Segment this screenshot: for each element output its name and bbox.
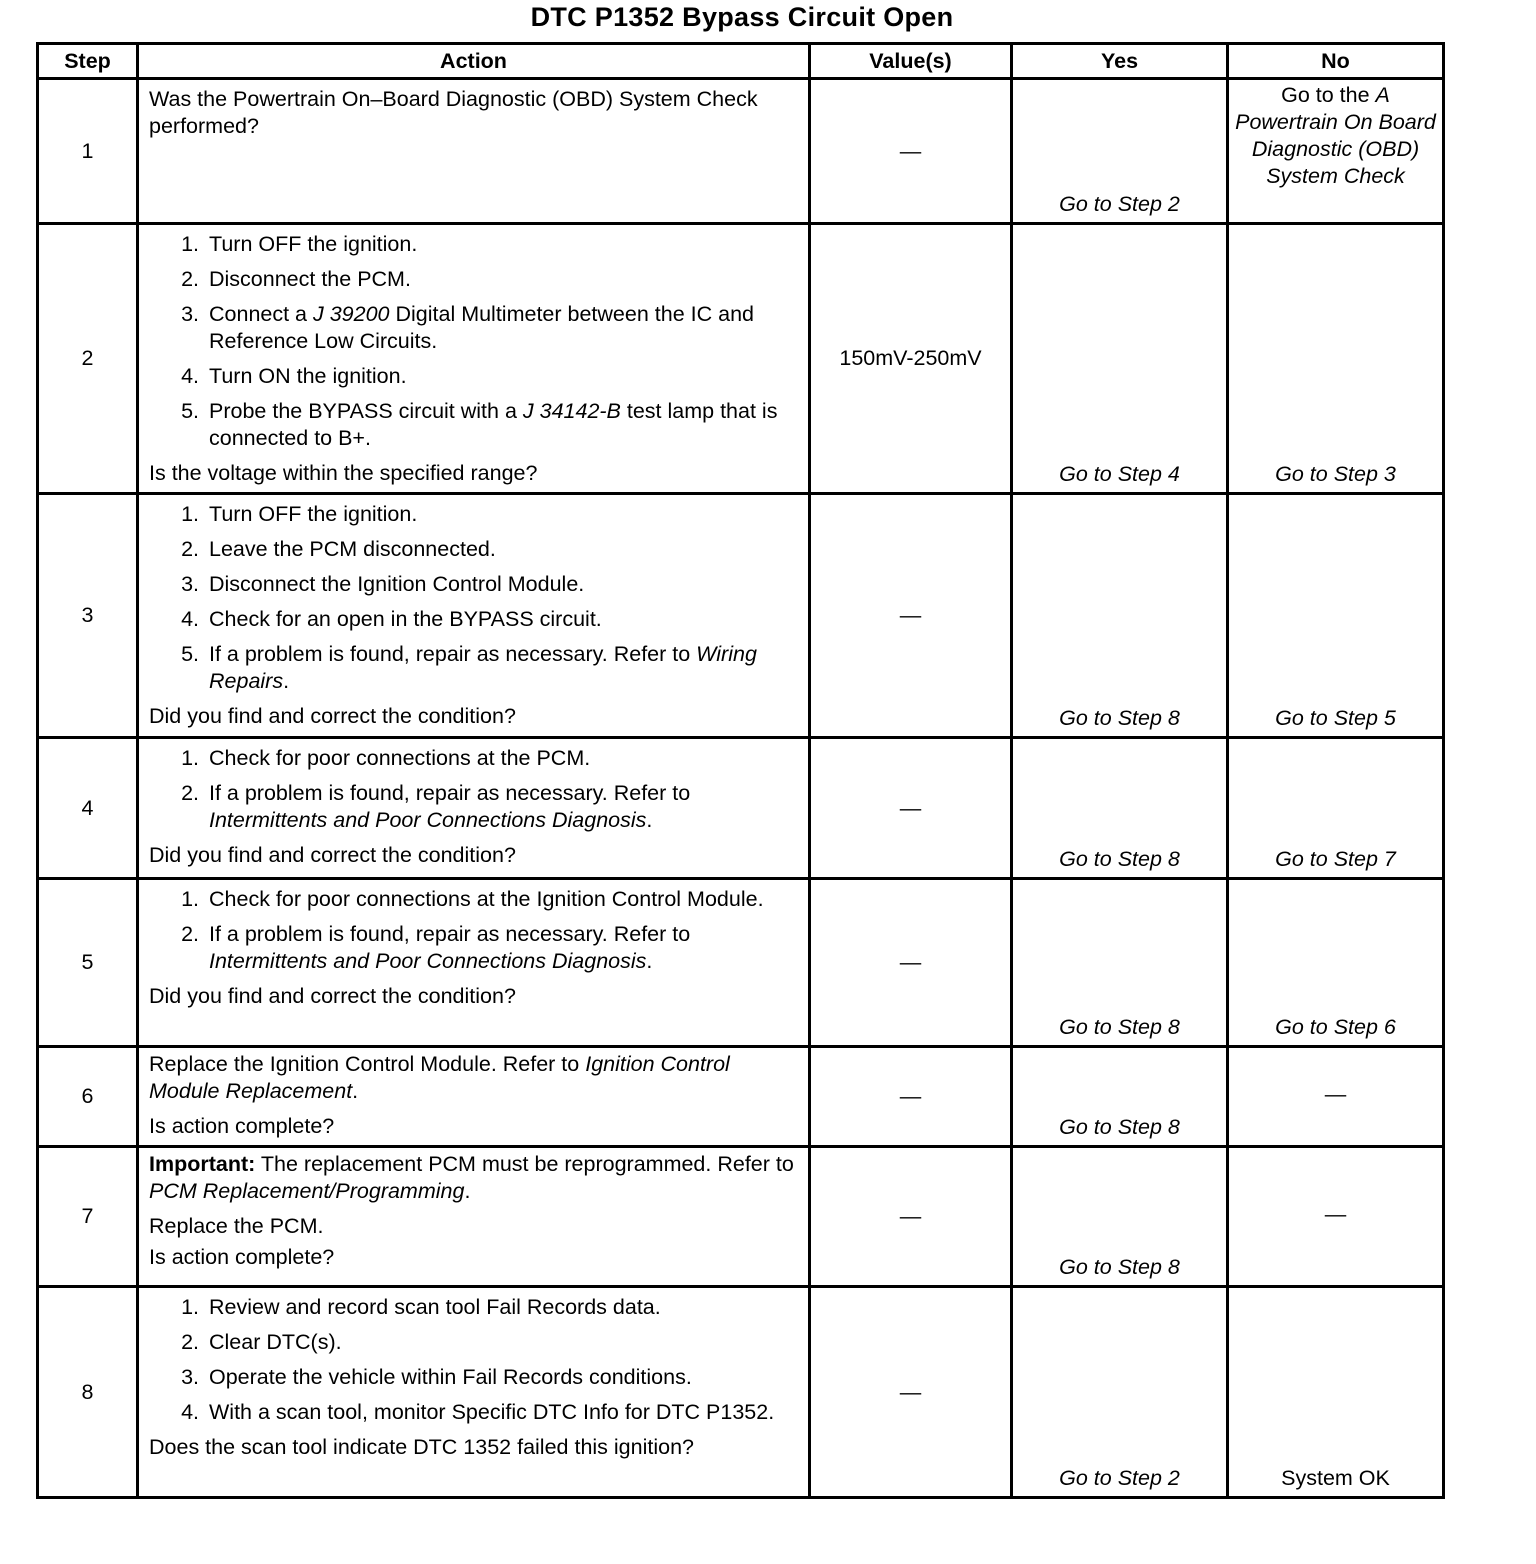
no-cell: Go to Step 5 [1228, 494, 1444, 738]
no-cell: Go to Step 3 [1228, 224, 1444, 494]
value-cell: — [810, 879, 1012, 1047]
action-question: Is the voltage within the specified range? [149, 461, 538, 485]
header-row [38, 44, 1444, 79]
action-question: Does the scan tool indicate DTC 1352 failed this ignition? [149, 1435, 694, 1459]
no-cell: Go to Step 7 [1228, 738, 1444, 879]
action-cell [138, 879, 810, 1047]
table-row [38, 1147, 1444, 1287]
action-question: Is action complete? [149, 1245, 335, 1269]
text-part: The replacement PCM must be reprogrammed. Refer to [255, 1152, 794, 1176]
header-no: No [1228, 44, 1444, 79]
list-item: 2. Leave the PCM disconnected. [205, 536, 800, 563]
step-number: 1 [38, 79, 138, 224]
action-list [149, 745, 800, 834]
list-item [205, 398, 800, 452]
list-item: 1. Turn OFF the ignition. [205, 501, 800, 528]
no-cell: — [1228, 1047, 1444, 1147]
text-part: If a problem is found, repair as necessary. Refer to [209, 642, 697, 666]
yes-cell: Go to Step 8 [1012, 879, 1228, 1047]
yes-cell: Go to Step 8 [1012, 494, 1228, 738]
list-item: 3. Operate the vehicle within Fail Records conditions. [205, 1364, 800, 1391]
text-part: Replace the Ignition Control Module. Refer to [149, 1052, 586, 1076]
yes-cell: Go to Step 8 [1012, 1047, 1228, 1147]
action-text [149, 1051, 800, 1105]
action-cell [138, 738, 810, 879]
value-cell: 150mV-250mV [810, 224, 1012, 494]
step-number: 2 [38, 224, 138, 494]
list-item: 1. Turn OFF the ignition. [205, 231, 800, 258]
yes-cell: Go to Step 2 [1012, 1287, 1228, 1498]
action-cell [138, 224, 810, 494]
no-prefix: Go to the [1281, 83, 1376, 107]
value-cell: — [810, 79, 1012, 224]
value-cell: — [810, 1287, 1012, 1498]
action-question: Was the Powertrain On–Board Diagnostic (OBD) System Check performed? [149, 87, 758, 138]
no-cell [1228, 79, 1444, 224]
tool-reference: J 39200 [312, 302, 390, 326]
table-row [38, 1047, 1444, 1147]
action-question: Did you find and correct the condition? [149, 704, 516, 728]
table-row [38, 879, 1444, 1047]
value-cell: — [810, 738, 1012, 879]
header-values: Value(s) [810, 44, 1012, 79]
list-item [205, 780, 800, 834]
page-title: DTC P1352 Bypass Circuit Open [530, 2, 954, 32]
step-number: 3 [38, 494, 138, 738]
step-number: 4 [38, 738, 138, 879]
list-item: 1. Review and record scan tool Fail Records data. [205, 1294, 800, 1321]
value-cell: — [810, 494, 1012, 738]
doc-reference: Wiring Repairs [209, 642, 757, 693]
action-list [149, 1294, 800, 1426]
list-item [205, 301, 800, 355]
important-note [149, 1151, 800, 1205]
no-cell: Go to Step 6 [1228, 879, 1444, 1047]
value-cell: — [810, 1047, 1012, 1147]
text-part: Digital Multimeter between the IC and Reference Low Circuits. [209, 302, 754, 353]
action-question: Is action complete? [149, 1114, 335, 1138]
text-part: . [646, 808, 653, 832]
text-part: test lamp that is connected to B+. [209, 399, 778, 450]
action-question: Did you find and correct the condition? [149, 984, 516, 1008]
step-number: 6 [38, 1047, 138, 1147]
no-cell: — [1228, 1147, 1444, 1287]
diagnostic-table [36, 42, 1445, 1499]
list-item: 4. Turn ON the ignition. [205, 363, 800, 390]
important-label: Important: [149, 1152, 256, 1176]
step-number: 7 [38, 1147, 138, 1287]
action-cell [138, 1147, 810, 1287]
list-item: 4. Check for an open in the BYPASS circuit. [205, 606, 800, 633]
action-list [149, 886, 800, 975]
table-row [38, 224, 1444, 494]
header-yes: Yes [1012, 44, 1228, 79]
doc-reference: Ignition Control Module Replacement [149, 1052, 730, 1103]
header-step: Step [38, 44, 138, 79]
action-cell [138, 1287, 810, 1498]
list-item [205, 641, 800, 695]
list-item: 1. Check for poor connections at the PCM. [205, 745, 800, 772]
doc-reference: Intermittents and Poor Connections Diagnosis [209, 949, 647, 973]
text-part: . [646, 949, 653, 973]
list-item [205, 921, 800, 975]
action-list [149, 231, 800, 452]
header-action: Action [138, 44, 810, 79]
text-part: Probe the BYPASS circuit with a [209, 399, 523, 423]
action-cell [138, 494, 810, 738]
yes-cell: Go to Step 8 [1012, 1147, 1228, 1287]
action-cell [138, 79, 810, 224]
yes-cell: Go to Step 4 [1012, 224, 1228, 494]
list-item: 2. Disconnect the PCM. [205, 266, 800, 293]
table-row [38, 79, 1444, 224]
tool-reference: J 34142-B [522, 399, 621, 423]
yes-cell: Go to Step 8 [1012, 738, 1228, 879]
doc-reference: PCM Replacement/Programming [149, 1179, 465, 1203]
no-cell: System OK [1228, 1287, 1444, 1498]
doc-reference: Intermittents and Poor Connections Diagnosis [209, 808, 647, 832]
text-part: . [464, 1179, 471, 1203]
action-cell [138, 1047, 810, 1147]
list-item: 4. With a scan tool, monitor Specific DTC Info for DTC P1352. [205, 1399, 800, 1426]
list-item: 1. Check for poor connections at the Ignition Control Module. [205, 886, 800, 913]
text-part: If a problem is found, repair as necessary. Refer to [209, 922, 691, 946]
step-number: 5 [38, 879, 138, 1047]
action-question: Did you find and correct the condition? [149, 843, 516, 867]
action-list [149, 501, 800, 695]
value-cell: — [810, 1147, 1012, 1287]
action-text: Replace the PCM. [149, 1214, 324, 1238]
text-part: . [283, 669, 290, 693]
table-row [38, 738, 1444, 879]
list-item: 2. Clear DTC(s). [205, 1329, 800, 1356]
table-row [38, 494, 1444, 738]
text-part: If a problem is found, repair as necessary. Refer to [209, 781, 691, 805]
yes-cell: Go to Step 2 [1012, 79, 1228, 224]
no-reference: A Powertrain On Board Diagnostic (OBD) System Check [1235, 83, 1436, 188]
table-row [38, 1287, 1444, 1498]
text-part: Connect a [209, 302, 313, 326]
step-number: 8 [38, 1287, 138, 1498]
list-item: 3. Disconnect the Ignition Control Module. [205, 571, 800, 598]
text-part: . [352, 1079, 359, 1103]
